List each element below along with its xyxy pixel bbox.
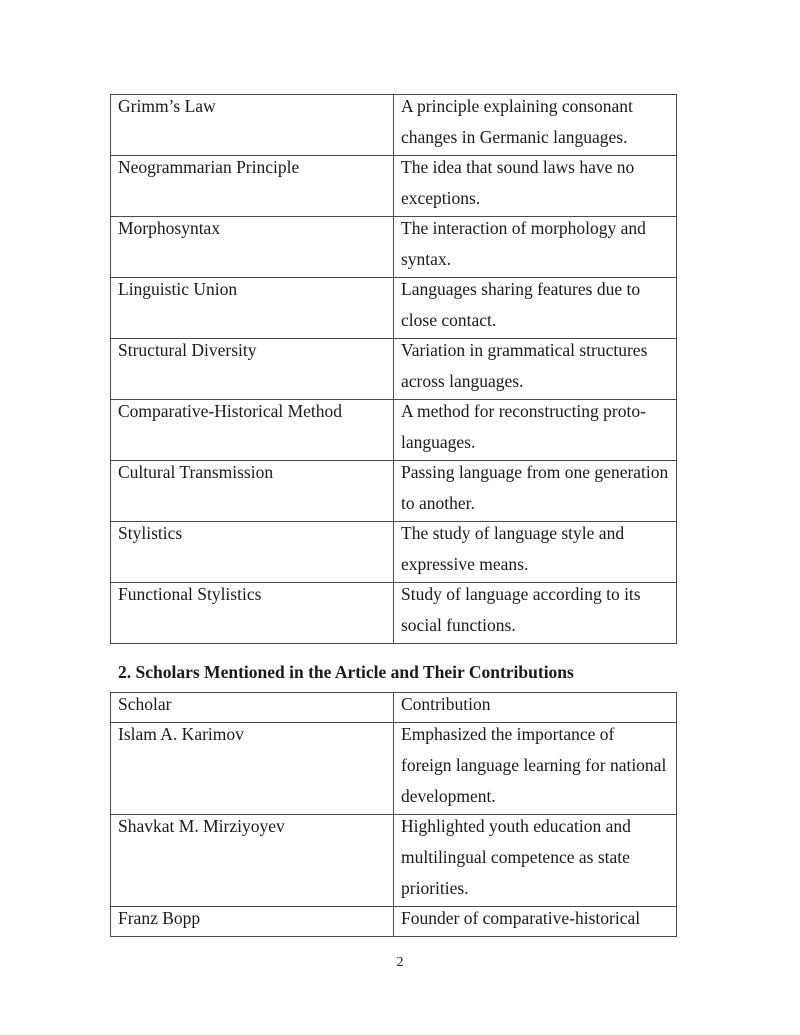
- contribution-text: Highlighted youth education and multilingual competence as state priorities.: [401, 816, 631, 898]
- term-text: Stylistics: [118, 523, 183, 543]
- definition-text: Study of language according to its social functions.: [401, 584, 641, 635]
- header-text: Scholar: [118, 694, 172, 714]
- term-text: Cultural Transmission: [118, 462, 274, 482]
- term-text: Grimm’s Law: [118, 96, 216, 116]
- terms-table: [110, 94, 677, 644]
- definition-text: The interaction of morphology and syntax.: [401, 218, 646, 269]
- definition-cell: [394, 400, 677, 461]
- contribution-text: Founder of comparative-historical: [401, 908, 641, 928]
- table-header-row: [111, 693, 677, 723]
- definition-cell: [394, 522, 677, 583]
- scholar-cell: [111, 723, 394, 815]
- term-cell: [111, 522, 394, 583]
- table-row: [111, 907, 677, 937]
- scholar-name: Franz Bopp: [118, 908, 201, 928]
- table-row: [111, 339, 677, 400]
- section-heading: 2. Scholars Mentioned in the Article and Their Contributions: [118, 662, 574, 682]
- term-text: Morphosyntax: [118, 218, 221, 238]
- definition-text: The idea that sound laws have no exceptions.: [401, 157, 635, 208]
- term-text: Functional Stylistics: [118, 584, 262, 604]
- table-row: [111, 156, 677, 217]
- term-text: Neogrammarian Principle: [118, 157, 300, 177]
- definition-text: Languages sharing features due to close contact.: [401, 279, 641, 330]
- table-row: [111, 815, 677, 907]
- definition-text: A principle explaining consonant changes in Germanic languages.: [401, 96, 633, 147]
- definition-text: Variation in grammatical structures across languages.: [401, 340, 648, 391]
- table-row: [111, 723, 677, 815]
- term-cell: [111, 339, 394, 400]
- scholar-cell: [111, 907, 394, 937]
- table-row: [111, 583, 677, 644]
- definition-cell: [394, 156, 677, 217]
- column-header-scholar: [111, 693, 394, 723]
- definition-text: A method for reconstructing proto-languages.: [401, 401, 646, 452]
- definition-cell: [394, 339, 677, 400]
- term-cell: [111, 217, 394, 278]
- header-text: Contribution: [401, 694, 491, 714]
- table-row: [111, 217, 677, 278]
- column-header-contribution: [394, 693, 677, 723]
- term-cell: [111, 461, 394, 522]
- table-row: [111, 522, 677, 583]
- contribution-cell: [394, 723, 677, 815]
- table-row: [111, 400, 677, 461]
- term-cell: [111, 400, 394, 461]
- page-number: 2: [396, 955, 404, 970]
- definition-cell: [394, 217, 677, 278]
- table-row: [111, 461, 677, 522]
- definition-text: Passing language from one generation to another.: [401, 462, 669, 513]
- term-cell: [111, 278, 394, 339]
- table-row: [111, 278, 677, 339]
- term-cell: [111, 95, 394, 156]
- term-cell: [111, 583, 394, 644]
- definition-text: The study of language style and expressive means.: [401, 523, 625, 574]
- term-text: Linguistic Union: [118, 279, 238, 299]
- table-row: [111, 95, 677, 156]
- scholar-cell: [111, 815, 394, 907]
- scholar-name: Shavkat M. Mirziyoyev: [118, 816, 285, 836]
- term-text: Structural Diversity: [118, 340, 257, 360]
- scholars-table: [110, 692, 677, 937]
- contribution-text: Emphasized the importance of foreign language learning for national development.: [401, 724, 667, 806]
- scholar-name: Islam A. Karimov: [118, 724, 244, 744]
- definition-cell: [394, 278, 677, 339]
- definition-cell: [394, 95, 677, 156]
- contribution-cell: [394, 907, 677, 937]
- definition-cell: [394, 461, 677, 522]
- term-text: Comparative-Historical Method: [118, 401, 343, 421]
- term-cell: [111, 156, 394, 217]
- contribution-cell: [394, 815, 677, 907]
- definition-cell: [394, 583, 677, 644]
